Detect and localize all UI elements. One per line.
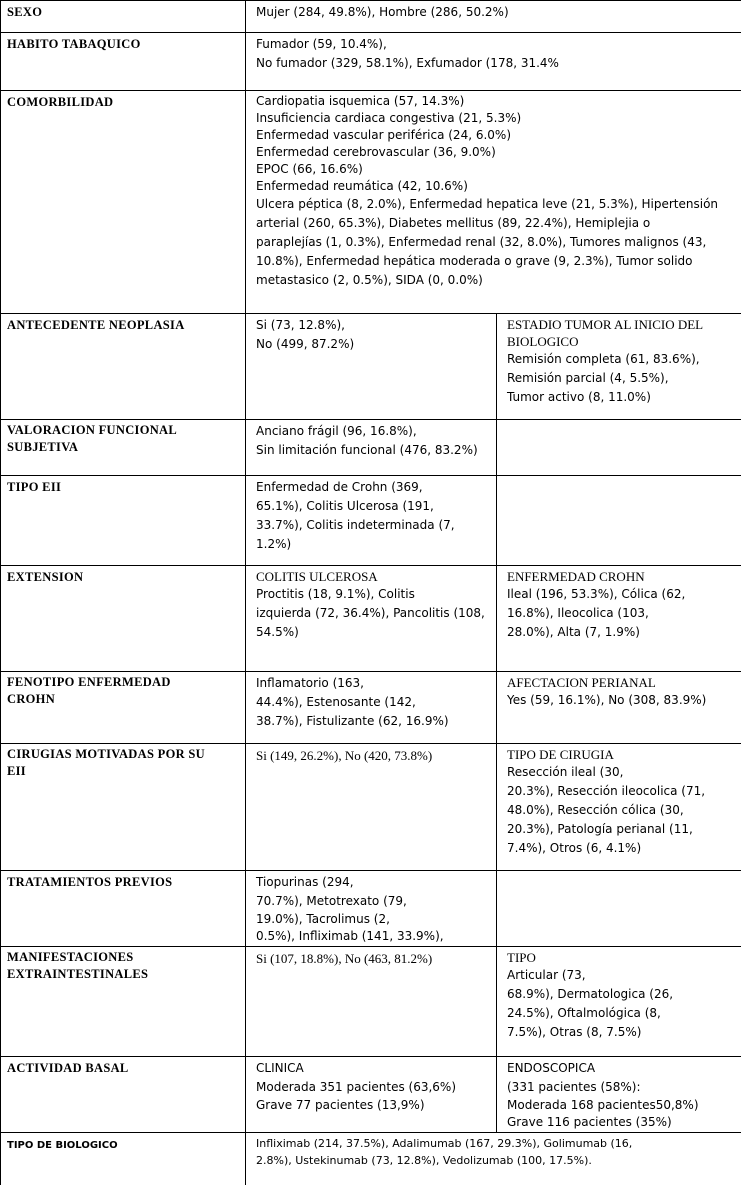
row-label: CIRUGIAS MOTIVADAS POR SU	[7, 747, 205, 761]
row-antecedente-neoplasia	[1, 314, 741, 420]
value-line: EPOC (66, 16.6%)	[256, 162, 363, 176]
value-line: Enfermedad cerebrovascular (36, 9.0%)	[256, 145, 496, 159]
label-cell	[1, 1057, 246, 1133]
value-line: 54.5%)	[256, 625, 299, 639]
row-tratamientos-previos	[1, 871, 741, 947]
value-line: Si (73, 12.8%),	[256, 318, 345, 332]
value-line: arterial (260, 65.3%), Diabetes mellitus (89, 22.4%), Hemiplejia o	[256, 216, 651, 230]
row-label: FENOTIPO ENFERMEDAD	[7, 675, 171, 689]
value-line: Tiopurinas (294,	[256, 875, 354, 889]
value-line: 68.9%), Dermatologica (26,	[507, 987, 674, 1001]
value-line: 2.8%), Ustekinumab (73, 12.8%), Vedolizumab (100, 17.5%).	[256, 1154, 592, 1167]
value-line: Proctitis (18, 9.1%), Colitis	[256, 587, 415, 601]
value-cell	[246, 947, 497, 1057]
extra-cell	[497, 672, 741, 744]
label-cell	[1, 947, 246, 1057]
value-cell	[246, 420, 497, 476]
value-line: Ulcera péptica (8, 2.0%), Enfermedad hepatica leve (21, 5.3%), Hipertensión	[256, 197, 719, 211]
value-line: 20.3%), Resección ileocolica (71,	[507, 784, 706, 798]
value-line: Enfermedad reumática (42, 10.6%)	[256, 179, 468, 193]
value-line: 10.8%), Enfermedad hepática moderada o grave (9, 2.3%), Tumor solido	[256, 254, 693, 268]
value-line: Grave 116 pacientes (35%)	[507, 1115, 672, 1129]
value-line: 44.4%), Estenosante (142,	[256, 695, 416, 709]
value-line: izquierda (72, 36.4%), Pancolitis (108,	[256, 606, 485, 620]
value-cell	[246, 314, 497, 420]
row-sexo	[1, 1, 741, 33]
sub-heading: TIPO	[507, 950, 536, 965]
value-line: CLINICA	[256, 1061, 304, 1075]
value-cell	[246, 33, 741, 91]
row-cirugias	[1, 744, 741, 871]
label-cell	[1, 420, 246, 476]
label-cell	[1, 91, 246, 314]
label-cell	[1, 1, 246, 33]
row-label: SEXO	[7, 5, 43, 19]
row-label: MANIFESTACIONES	[7, 950, 134, 964]
value-line: Infliximab (214, 37.5%), Adalimumab (167, 29.3%), Golimumab (16,	[256, 1137, 633, 1150]
row-label: EXTENSION	[7, 570, 84, 584]
value-line: (331 pacientes (58%):	[507, 1080, 641, 1094]
row-extension	[1, 566, 741, 672]
value-line: 65.1%), Colitis Ulcerosa (191,	[256, 499, 434, 513]
value-line: Remisión parcial (4, 5.5%),	[507, 371, 669, 385]
extra-cell	[497, 314, 741, 420]
value-line: 48.0%), Resección cólica (30,	[507, 803, 684, 817]
value-cell	[246, 566, 497, 672]
value-line: Tumor activo (8, 11.0%)	[507, 390, 651, 404]
value-line: No (499, 87.2%)	[256, 337, 355, 351]
extra-cell	[497, 1057, 741, 1133]
value-line: paraplejías (1, 0.3%), Enfermedad renal (32, 8.0%), Tumores malignos (43,	[256, 235, 707, 249]
row-label: EXTRAINTESTINALES	[7, 967, 149, 981]
value-line: Mujer (284, 49.8%), Hombre (286, 50.2%)	[256, 5, 509, 19]
label-cell	[1, 871, 246, 947]
value-line: Fumador (59, 10.4%),	[256, 37, 387, 51]
value-line: Ileal (196, 53.3%), Cólica (62,	[507, 587, 686, 601]
sub-heading: AFECTACION PERIANAL	[507, 675, 656, 690]
value-cell	[246, 1057, 497, 1133]
value-cell	[246, 1, 741, 33]
value-line: 24.5%), Oftalmológica (8,	[507, 1006, 661, 1020]
value-line: 20.3%), Patología perianal (11,	[507, 822, 693, 836]
value-line: Cardiopatia isquemica (57, 14.3%)	[256, 94, 465, 108]
value-line: Anciano frágil (96, 16.8%),	[256, 424, 417, 438]
value-line: ENDOSCOPICA	[507, 1061, 596, 1075]
row-habito-tabaquico	[1, 33, 741, 91]
value-line: 38.7%), Fistulizante (62, 16.9%)	[256, 714, 449, 728]
value-line: Articular (73,	[507, 968, 586, 982]
label-cell	[1, 744, 246, 871]
row-actividad-basal	[1, 1057, 741, 1133]
value-line: Insuficiencia cardiaca congestiva (21, 5.3%)	[256, 111, 522, 125]
value-line: Enfermedad vascular periférica (24, 6.0%)	[256, 128, 511, 142]
sub-heading: COLITIS ULCEROSA	[256, 569, 378, 584]
label-cell	[1, 566, 246, 672]
value-line: Remisión completa (61, 83.6%),	[507, 352, 700, 366]
value-line: Moderada 351 pacientes (63,6%)	[256, 1080, 457, 1094]
value-line: Si (107, 18.8%), No (463, 81.2%)	[256, 951, 433, 966]
sub-heading: TIPO DE CIRUGIA	[507, 747, 614, 762]
extra-cell	[497, 476, 741, 566]
row-valoracion-funcional	[1, 420, 741, 476]
value-cell	[246, 871, 497, 947]
value-cell	[246, 476, 497, 566]
value-line: Moderada 168 pacientes50,8%)	[507, 1098, 699, 1112]
value-line: 16.8%), Ileocolica (103,	[507, 606, 649, 620]
row-comorbilidad	[1, 91, 741, 314]
value-line: 33.7%), Colitis indeterminada (7,	[256, 518, 455, 532]
row-label: CROHN	[7, 692, 56, 706]
value-line: 7.5%), Otras (8, 7.5%)	[507, 1025, 642, 1039]
value-line: Grave 77 pacientes (13,9%)	[256, 1098, 425, 1112]
row-label: ACTIVIDAD BASAL	[7, 1061, 129, 1075]
value-line: Si (149, 26.2%), No (420, 73.8%)	[256, 748, 433, 763]
sub-heading: ESTADIO TUMOR AL INICIO DEL	[507, 317, 704, 332]
extra-cell	[497, 566, 741, 672]
row-tipo-eii	[1, 476, 741, 566]
label-cell	[1, 476, 246, 566]
value-line: 1.2%)	[256, 537, 292, 551]
value-line: Inflamatorio (163,	[256, 676, 364, 690]
row-label: TIPO DE BIOLOGICO	[7, 1140, 118, 1151]
value-line: No fumador (329, 58.1%), Exfumador (178, 31.4%	[256, 56, 559, 70]
extra-cell	[497, 420, 741, 476]
value-cell	[246, 672, 497, 744]
value-line: 7.4%), Otros (6, 4.1%)	[507, 841, 642, 855]
value-cell	[246, 91, 741, 314]
value-line: Enfermedad de Crohn (369,	[256, 480, 423, 494]
row-label: VALORACION FUNCIONAL	[7, 423, 178, 437]
extra-cell	[497, 871, 741, 947]
row-label: HABITO TABAQUICO	[7, 37, 141, 51]
value-line: 28.0%), Alta (7, 1.9%)	[507, 625, 640, 639]
value-cell	[246, 744, 497, 871]
row-manifestaciones-extraintestinales	[1, 947, 741, 1057]
value-line: metastasico (2, 0.5%), SIDA (0, 0.0%)	[256, 273, 483, 287]
value-line: Yes (59, 16.1%), No (308, 83.9%)	[507, 693, 707, 707]
row-label: EII	[7, 764, 26, 778]
value-line: 0.5%), Infliximab (141, 33.9%),	[256, 929, 444, 943]
value-cell	[246, 1133, 741, 1185]
value-line: 19.0%), Tacrolimus (2,	[256, 912, 390, 926]
row-label: COMORBILIDAD	[7, 95, 114, 109]
label-cell	[1, 1133, 246, 1185]
value-line: Sin limitación funcional (476, 83.2%)	[256, 443, 478, 457]
value-line: Resección ileal (30,	[507, 765, 624, 779]
row-fenotipo-crohn	[1, 672, 741, 744]
row-label: TRATAMIENTOS PREVIOS	[7, 875, 173, 889]
row-label: ANTECEDENTE NEOPLASIA	[7, 318, 185, 332]
row-tipo-biologico	[1, 1133, 741, 1185]
extra-cell	[497, 744, 741, 871]
row-label: SUBJETIVA	[7, 440, 79, 454]
sub-heading: ENFERMEDAD CROHN	[507, 569, 645, 584]
label-cell	[1, 314, 246, 420]
row-label: TIPO EII	[7, 480, 62, 494]
label-cell	[1, 33, 246, 91]
label-cell	[1, 672, 246, 744]
value-line: 70.7%), Metotrexato (79,	[256, 894, 407, 908]
extra-cell	[497, 947, 741, 1057]
sub-heading: BIOLOGICO	[507, 334, 579, 349]
